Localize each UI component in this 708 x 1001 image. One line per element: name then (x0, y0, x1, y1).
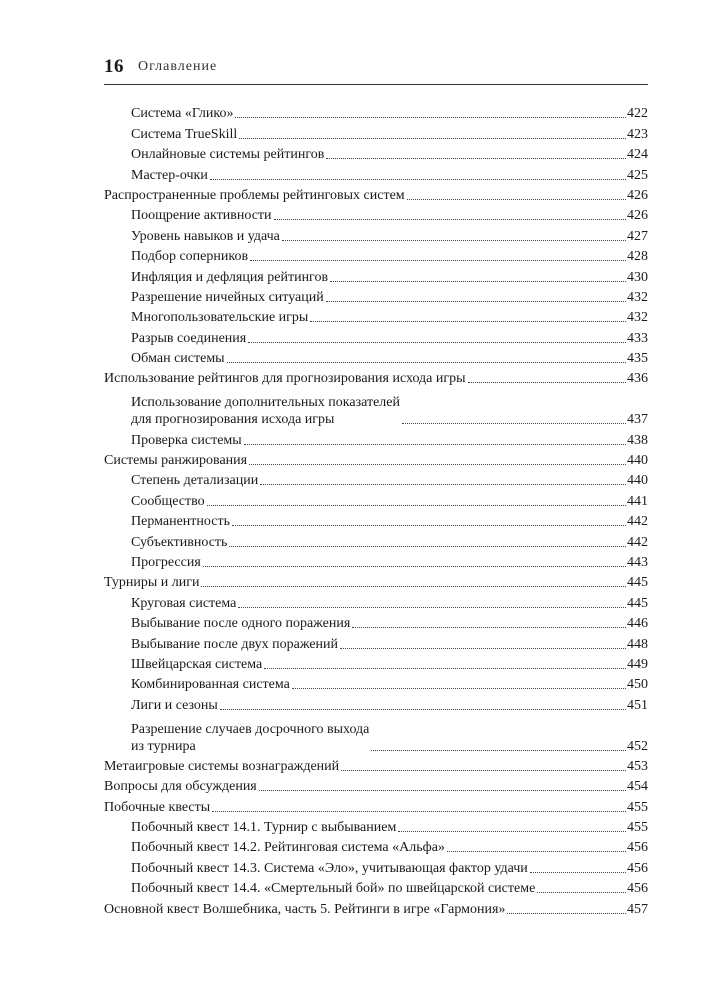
toc-entry-title: Онлайновые системы рейтингов (131, 147, 325, 163)
toc-entry-title: Система «Глико» (131, 106, 234, 122)
toc-entry-title: Использование рейтингов для прогнозирования исхода игры (104, 371, 466, 387)
toc-page-number: 446 (627, 616, 648, 632)
toc-subsection-entry (104, 551, 648, 571)
toc-page-number: 442 (627, 514, 648, 530)
dot-leader (260, 483, 626, 485)
toc-page-number: 441 (627, 493, 648, 509)
toc-entry-title: Выбывание после одного поражения (131, 616, 351, 632)
toc-entry-title: Разрыв соединения (131, 330, 247, 346)
dot-leader (244, 443, 626, 445)
toc-subsection-entry (104, 632, 648, 652)
toc-section-entry (104, 571, 648, 591)
toc-entry-title: Поощрение активности (131, 208, 272, 224)
toc-entry-title: Многопользовательские игры (131, 310, 309, 326)
dot-leader (398, 830, 626, 832)
dot-leader (407, 198, 626, 200)
toc-subsection-entry (104, 265, 648, 285)
toc-entry-title: Субъективность (131, 534, 228, 550)
dot-leader (264, 667, 626, 669)
dot-leader (203, 565, 626, 567)
dot-leader (537, 891, 626, 893)
toc-entry-title: Лиги и сезоны (131, 697, 218, 713)
toc-entry-title: Турниры и лиги (104, 575, 200, 591)
toc-page-number: 437 (627, 412, 648, 428)
toc-subsection-entry (104, 653, 648, 673)
toc-page-number: 452 (627, 738, 648, 754)
toc-page-number: 456 (627, 860, 648, 876)
toc-entry-title: Уровень навыков и удача (131, 228, 280, 244)
toc-page-number: 455 (627, 820, 648, 836)
toc-subsection-entry (104, 510, 648, 530)
toc-entry-title: Проверка системы (131, 432, 242, 448)
dot-leader (239, 137, 626, 139)
toc-page-number: 425 (627, 167, 648, 183)
dot-leader (340, 647, 626, 649)
toc-page-number: 451 (627, 697, 648, 713)
dot-leader (341, 769, 626, 771)
toc-subsection-entry (104, 489, 648, 509)
toc-entry-title: Прогрессия (131, 555, 201, 570)
toc-subsection-entry (104, 286, 648, 306)
toc-page-number: 449 (627, 656, 648, 672)
toc-page-number: 432 (627, 289, 648, 305)
toc-page-number: 423 (627, 126, 648, 142)
toc-section-entry (104, 775, 648, 795)
dot-leader (371, 749, 626, 751)
toc-entry-title: Побочный квест 14.3. Система «Эло», учитывающая фактор удачи (131, 860, 528, 876)
dot-leader (468, 381, 626, 383)
toc-page-number: 453 (627, 758, 648, 774)
toc-page-number: 445 (627, 595, 648, 611)
toc-subsection-entry (104, 326, 648, 346)
toc-entry-title-line: Использование дополнительных показателей (131, 395, 400, 411)
dot-leader (352, 626, 626, 628)
toc-entry-title-line: Разрешение случаев досрочного выхода (131, 721, 370, 737)
dot-leader (220, 708, 626, 710)
dot-leader (212, 810, 626, 812)
toc-subsection-entry (104, 530, 648, 550)
toc-entry-title: Система TrueSkill (131, 126, 238, 142)
dot-leader (210, 178, 626, 180)
toc-page-number: 436 (627, 371, 648, 387)
toc-entry-title: Побочные квесты (104, 799, 211, 815)
dot-leader (292, 687, 626, 689)
toc-page-number: 450 (627, 677, 648, 693)
toc-entry-title: Сообщество (131, 493, 205, 509)
toc-entry-title: Системы ранжирования (104, 453, 248, 469)
dot-leader (259, 789, 626, 791)
toc-subsection-entry (104, 102, 648, 122)
toc-entry-title: Круговая система (131, 595, 237, 611)
toc-page-number: 456 (627, 840, 648, 856)
toc-subsection-entry (104, 836, 648, 856)
dot-leader (235, 116, 626, 118)
toc-page-number: 433 (627, 330, 648, 346)
toc-page-number: 422 (627, 106, 648, 122)
toc-section-entry (104, 897, 648, 917)
toc-subsection-entry (104, 163, 648, 183)
toc-entry-title: Побочный квест 14.4. «Смертельный бой» по швейцарской системе (131, 881, 536, 897)
dot-leader (229, 545, 626, 547)
dot-leader (227, 361, 626, 363)
toc-page-number: 435 (627, 351, 648, 367)
dot-leader (326, 157, 626, 159)
toc-entry-title: Обман системы (131, 351, 225, 367)
toc-subsection-entry (104, 673, 648, 693)
toc-entry-title (131, 721, 369, 755)
toc-page-number: 438 (627, 432, 648, 448)
toc-section-entry (104, 184, 648, 204)
toc-subsection-entry (104, 204, 648, 224)
toc-subsection-entry (104, 714, 648, 755)
toc-page-number: 424 (627, 147, 648, 163)
dot-leader (207, 504, 626, 506)
toc-page-number: 442 (627, 534, 648, 550)
running-title: Оглавление (138, 59, 218, 74)
toc-entry-title: Подбор соперников (131, 249, 249, 265)
toc-entry-title (131, 394, 400, 428)
toc-page-number: 440 (627, 453, 648, 469)
toc-subsection-entry (104, 591, 648, 611)
toc-entry-title: Перманентность (131, 514, 230, 530)
toc-subsection-entry (104, 347, 648, 367)
toc-entry-title: Инфляция и дефляция рейтингов (131, 269, 329, 285)
toc-section-entry (104, 795, 648, 815)
dot-leader (530, 871, 626, 873)
table-of-contents (104, 102, 648, 918)
dot-leader (201, 585, 626, 587)
toc-entry-title: Метаигровые системы вознаграждений (104, 758, 340, 774)
dot-leader (310, 320, 626, 322)
toc-page-number: 456 (627, 881, 648, 897)
toc-page-number: 448 (627, 636, 648, 652)
toc-subsection-entry (104, 856, 648, 876)
toc-subsection-entry (104, 877, 648, 897)
toc-subsection-entry (104, 245, 648, 265)
toc-entry-title: Распространенные проблемы рейтинговых систем (104, 187, 405, 203)
dot-leader (447, 850, 626, 852)
dot-leader (282, 239, 626, 241)
toc-page-number: 432 (627, 310, 648, 326)
toc-page-number: 455 (627, 799, 648, 815)
dot-leader (274, 218, 626, 220)
toc-page-number: 457 (627, 901, 648, 917)
toc-entry-title-line: из турнира (131, 738, 196, 754)
toc-subsection-entry (104, 816, 648, 836)
toc-page-number: 440 (627, 473, 648, 489)
toc-page-number: 445 (627, 575, 648, 591)
dot-leader (250, 259, 626, 261)
toc-page-number: 426 (627, 187, 648, 203)
dot-leader (402, 422, 626, 424)
toc-entry-title: Мастер-очки (131, 167, 208, 183)
page-header (104, 52, 648, 85)
toc-page-number: 426 (627, 208, 648, 224)
toc-section-entry (104, 449, 648, 469)
toc-subsection-entry (104, 387, 648, 428)
toc-entry-title: Степень детализации (131, 473, 259, 489)
dot-leader (249, 463, 626, 465)
dot-leader (248, 341, 626, 343)
toc-subsection-entry (104, 693, 648, 713)
toc-page-number: 430 (627, 269, 648, 285)
page-number: 16 (104, 56, 124, 77)
toc-subsection-entry (104, 122, 648, 142)
toc-page-number: 454 (627, 779, 648, 795)
toc-entry-title: Побочный квест 14.1. Турнир с выбыванием (131, 820, 397, 836)
dot-leader (238, 606, 626, 608)
toc-entry-title: Основной квест Волшебника, часть 5. Рейтинги в игре «Гармония» (104, 901, 506, 917)
toc-subsection-entry (104, 612, 648, 632)
toc-entry-title-line: для прогнозирования исхода игры (131, 412, 335, 428)
toc-entry-title: Разрешение ничейных ситуаций (131, 289, 324, 305)
toc-entry-title: Вопросы для обсуждения (104, 779, 257, 795)
dot-leader (330, 280, 626, 282)
toc-page-number: 428 (627, 249, 648, 265)
toc-entry-title: Комбинированная система (131, 677, 290, 693)
toc-subsection-entry (104, 143, 648, 163)
toc-section-entry (104, 367, 648, 387)
toc-entry-title: Побочный квест 14.2. Рейтинговая система «Альфа» (131, 840, 445, 856)
toc-subsection-entry (104, 469, 648, 489)
dot-leader (507, 912, 626, 914)
dot-leader (232, 524, 626, 526)
toc-subsection-entry (104, 428, 648, 448)
toc-subsection-entry (104, 224, 648, 244)
toc-page-number: 443 (627, 555, 648, 570)
toc-subsection-entry (104, 306, 648, 326)
toc-entry-title: Выбывание после двух поражений (131, 636, 339, 652)
dot-leader (326, 300, 626, 302)
toc-section-entry (104, 755, 648, 775)
toc-page-number: 427 (627, 228, 648, 244)
toc-entry-title: Швейцарская система (131, 656, 263, 672)
